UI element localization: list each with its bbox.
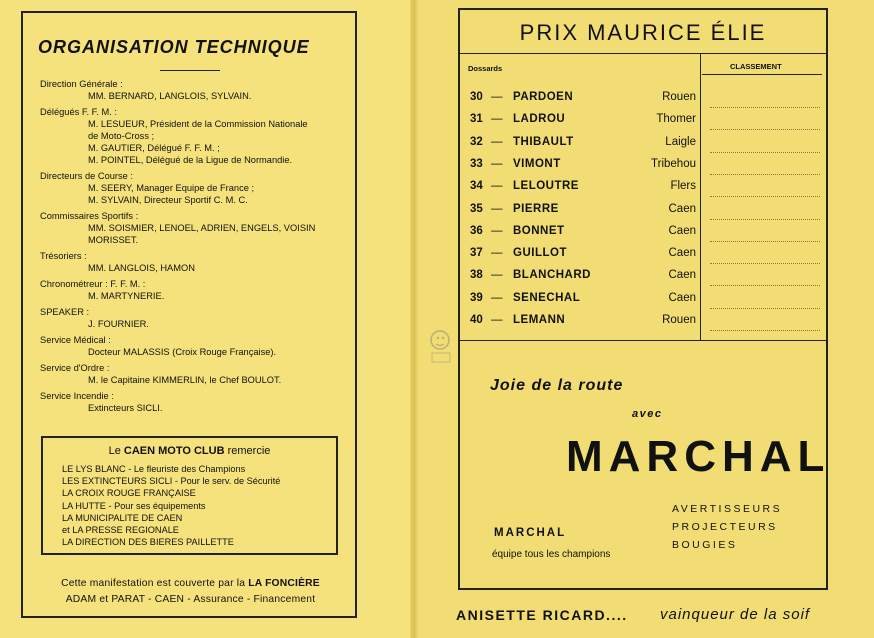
- rider-dash: —: [491, 269, 503, 282]
- rider-dash: —: [491, 157, 503, 170]
- ricard-ad: ANISETTE RICARD....: [456, 607, 628, 623]
- role-label: Délégués F. F. M. :: [40, 107, 117, 117]
- insurance-line-2: ADAM et PARAT - CAEN - Assurance - Financement: [65, 594, 316, 605]
- rider-number: 36: [470, 224, 483, 237]
- classement-line: [710, 152, 820, 153]
- rider-town: Caen: [668, 269, 696, 282]
- rider-dash: —: [491, 247, 503, 260]
- rider-name: THIBAULT: [513, 135, 574, 148]
- rider-number: 32: [470, 135, 483, 148]
- rider-town: Thomer: [656, 113, 696, 126]
- rider-dash: —: [491, 91, 503, 103]
- classement-header: CLASSEMENT: [730, 62, 782, 71]
- thanks-title: [43, 445, 336, 457]
- thanks-item: LE LYS BLANC - Le fleuriste des Champions: [62, 464, 246, 474]
- rider-town: Rouen: [662, 91, 696, 103]
- classement-line: [710, 107, 820, 108]
- ad-products: [672, 500, 782, 554]
- role-label: Service d'Ordre :: [40, 363, 110, 373]
- thanks-list: [62, 463, 280, 548]
- role-block: [40, 278, 340, 302]
- role-label: Commissaires Sportifs :: [40, 211, 139, 221]
- role-member-line: Extincteurs SICLI.: [88, 403, 163, 413]
- rider-number: 40: [470, 314, 483, 326]
- role-label: Directeurs de Course :: [40, 171, 134, 181]
- thanks-item: LES EXTINCTEURS SICLI - Pour le serv. de Sécurité: [62, 476, 281, 487]
- ad-brand: MARCHAL: [566, 432, 831, 481]
- rider-dash: —: [491, 202, 503, 215]
- rider-row: [470, 113, 696, 131]
- role-member-line: Docteur MALASSIS (Croix Rouge Française).: [88, 347, 277, 357]
- rider-row: [470, 225, 696, 243]
- insurance-text: Cette manifestation est couverte par la: [61, 578, 249, 589]
- rider-town: Rouen: [662, 314, 696, 326]
- rider-name: VIMONT: [513, 157, 561, 170]
- rider-row: [470, 136, 696, 154]
- rider-name: LEMANN: [513, 314, 566, 326]
- role-member-line: MM. SOISMIER, LENOEL, ADRIEN, ENGELS, VOISIN: [88, 223, 316, 233]
- role-label: Service Médical :: [40, 335, 111, 345]
- rider-row: [470, 91, 696, 109]
- role-member-line: M. LESUEUR, Président de la Commission Nationale: [88, 119, 308, 129]
- role-block: [40, 170, 340, 206]
- rider-dash: —: [491, 113, 503, 126]
- rider-number: 35: [470, 202, 483, 215]
- thanks-item: et LA PRESSE REGIONALE: [62, 525, 179, 536]
- thanks-prefix: Le: [108, 445, 124, 457]
- club-name: CAEN MOTO CLUB: [123, 445, 225, 457]
- rider-row: [470, 314, 696, 332]
- thanks-box: [41, 436, 338, 555]
- ad-avec: avec: [632, 408, 663, 420]
- title-divider: [460, 53, 826, 54]
- thanks-item: LA DIRECTION DES BIERES PAILLETTE: [62, 537, 234, 548]
- ad-brand-small: MARCHAL: [494, 527, 567, 539]
- ad-product: AVERTISSEURS: [672, 503, 783, 515]
- rider-name: PIERRE: [513, 202, 559, 215]
- thanks-item: LA CROIX ROUGE FRANÇAISE: [62, 488, 196, 499]
- ad-tagline: équipe tous les champions: [492, 549, 611, 560]
- insurance-line-1: [38, 576, 343, 592]
- prix-title: PRIX MAURICE ÉLIE: [519, 20, 767, 45]
- rider-number: 33: [470, 157, 483, 170]
- classement-line: [710, 308, 820, 309]
- rider-number: 39: [470, 291, 483, 304]
- role-member-line: MM. BERNARD, LANGLOIS, SYLVAIN.: [88, 91, 252, 101]
- role-block: [40, 106, 340, 166]
- table-bottom-divider: [460, 340, 826, 341]
- rider-dash: —: [491, 224, 503, 237]
- role-block: [40, 78, 340, 102]
- title-rule: [160, 70, 220, 71]
- role-block: [40, 306, 340, 330]
- role-block: [40, 210, 340, 246]
- role-label: Trésoriers :: [40, 251, 87, 261]
- rider-dash: —: [491, 180, 503, 193]
- role-member-line: M. le Capitaine KIMMERLIN, le Chef BOULOT.: [88, 375, 282, 385]
- rider-town: Caen: [668, 291, 696, 304]
- rider-town: Caen: [668, 224, 696, 237]
- classement-line: [710, 196, 820, 197]
- rider-dash: —: [491, 135, 503, 148]
- role-block: [40, 250, 340, 274]
- rider-row: [470, 180, 696, 198]
- rider-name: LELOUTRE: [513, 180, 579, 193]
- role-member-line: M. SEERY, Manager Equipe de France ;: [88, 183, 255, 193]
- role-block: [40, 390, 340, 414]
- rider-name: GUILLOT: [513, 247, 567, 260]
- role-member-line: MM. LANGLOIS, HAMON: [88, 263, 195, 273]
- thanks-item: LA HUTTE - Pour ses équipements: [62, 500, 206, 511]
- archive-stamp-icon: [428, 326, 456, 366]
- classement-line: [710, 263, 820, 264]
- rider-town: Flers: [670, 180, 696, 193]
- role-block: [40, 334, 340, 358]
- insurance-footer: [38, 576, 343, 608]
- role-member-line: de Moto-Cross ;: [88, 131, 155, 141]
- insurer-name: LA FONCIÈRE: [248, 578, 320, 589]
- role-label: Direction Générale :: [40, 79, 123, 89]
- rider-row: [470, 203, 696, 221]
- rider-town: Caen: [668, 202, 696, 215]
- rider-number: 34: [470, 180, 483, 193]
- rider-town: Tribehou: [651, 157, 696, 170]
- ad-headline: Joie de la route: [490, 377, 624, 394]
- role-member-line: M. POINTEL, Délégué de la Ligue de Normandie.: [88, 155, 293, 165]
- column-divider: [700, 53, 701, 340]
- rider-number: 30: [470, 91, 483, 103]
- ad-product: BOUGIES: [672, 539, 738, 551]
- classement-line: [710, 219, 820, 220]
- page-fold: [410, 0, 418, 638]
- rider-dash: —: [491, 291, 503, 304]
- ricard-slogan: vainqueur de la soif: [660, 606, 811, 623]
- rider-number: 37: [470, 247, 483, 260]
- classement-line: [710, 330, 820, 331]
- classement-underline: [702, 74, 822, 75]
- rider-name: BONNET: [513, 224, 565, 237]
- classement-line: [710, 241, 820, 242]
- role-label: Chronométreur : F. F. M. :: [40, 279, 146, 289]
- role-member-line: MORISSET.: [88, 235, 139, 245]
- organisation-roles: [40, 78, 340, 418]
- rider-number: 38: [470, 269, 483, 282]
- dossards-header: Dossards: [468, 64, 503, 73]
- rider-dash: —: [491, 314, 503, 326]
- rider-row: [470, 247, 696, 265]
- rider-name: PARDOEN: [513, 91, 574, 103]
- rider-number: 31: [470, 113, 483, 126]
- rider-town: Laigle: [665, 135, 696, 148]
- role-member-line: M. SYLVAIN, Directeur Sportif C. M. C.: [88, 195, 248, 205]
- classement-line: [710, 129, 820, 130]
- classement-line: [710, 285, 820, 286]
- classement-line: [710, 174, 820, 175]
- rider-row: [470, 292, 696, 310]
- rider-town: Caen: [668, 247, 696, 260]
- role-label: SPEAKER :: [40, 307, 90, 317]
- rider-name: BLANCHARD: [513, 269, 591, 282]
- rider-name: LADROU: [513, 113, 566, 126]
- role-label: Service Incendie :: [40, 391, 114, 401]
- role-block: [40, 362, 340, 386]
- organisation-title: ORGANISATION TECHNIQUE: [38, 37, 310, 57]
- rider-row: [470, 269, 696, 287]
- rider-name: SENECHAL: [513, 291, 581, 304]
- role-member-line: M. MARTYNERIE.: [88, 291, 165, 301]
- role-member-line: J. FOURNIER.: [88, 319, 149, 329]
- ad-product: PROJECTEURS: [672, 521, 778, 533]
- thanks-item: LA MUNICIPALITE DE CAEN: [62, 512, 183, 523]
- rider-row: [470, 158, 696, 176]
- role-member-line: M. GAUTIER, Délégué F. F. M. ;: [88, 143, 220, 153]
- thanks-suffix: remercie: [224, 445, 271, 457]
